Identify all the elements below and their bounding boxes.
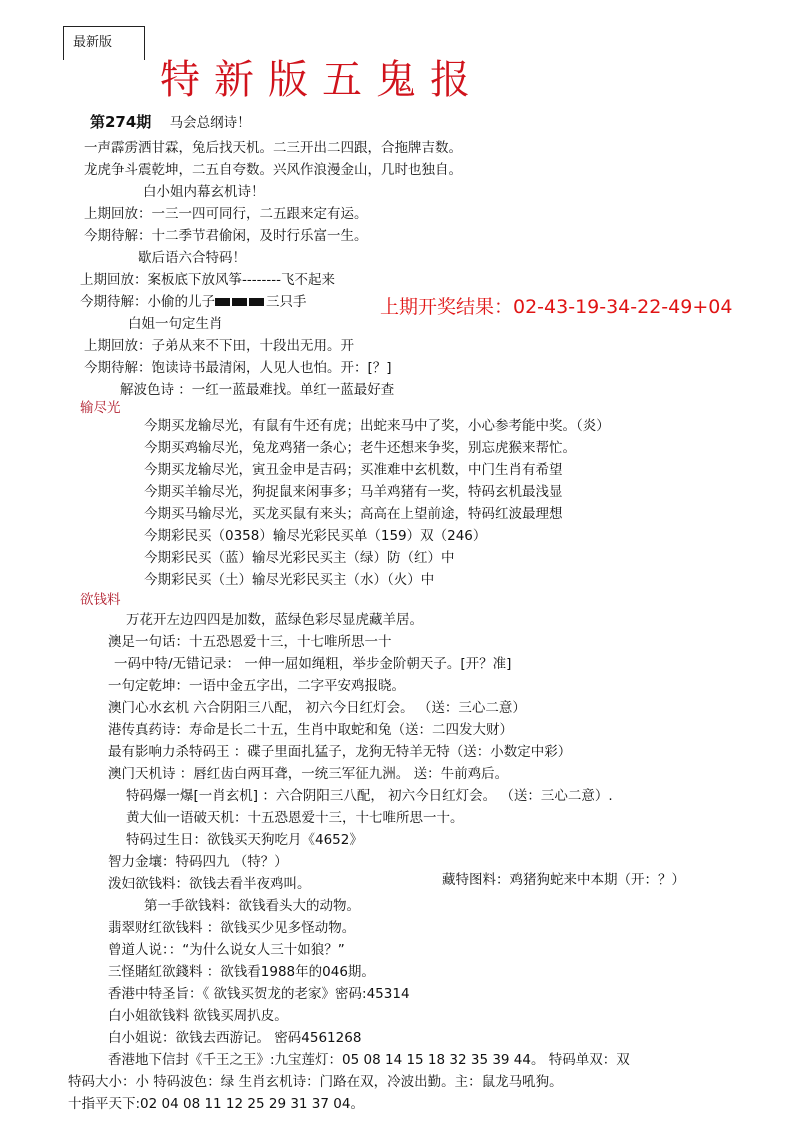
text-line: 龙虎争斗震乾坤，二五自夸数。兴风作浪漫金山，几时也独自。 xyxy=(84,162,462,178)
list-item: 今期买马输尽光，买龙买鼠有来头；高高在上望前途，特码红波最理想 xyxy=(144,506,563,522)
section-heading-shujinguang: 输尽光 xyxy=(80,400,121,416)
list-item: 万花开左边四四是加数，蓝绿色彩尽显虎藏羊居。 xyxy=(126,612,423,628)
list-item: 第一手欲钱料：欲钱看头大的动物。 xyxy=(144,898,360,914)
list-item: 白小姐欲钱料 欲钱买周扒皮。 xyxy=(108,1008,288,1024)
list-item: 今期彩民买（蓝）输尽光彩民买主（绿）防（红）中 xyxy=(144,550,455,566)
poem-title: 马会总纲诗！ xyxy=(169,115,251,131)
list-item: 特码爆一爆[一肖玄机] ：六合阴阳三八配， 初六今日红灯会。 （送：三心二意）. xyxy=(126,788,613,804)
text-line: 上期回放：一三一四可同行，二五跟来定有运。 xyxy=(84,206,368,222)
list-item: 特码过生日：欲钱买天狗吃月《4652》 xyxy=(126,832,363,848)
issue-header xyxy=(90,112,251,133)
list-item: 今期彩民买（土）输尽光彩民买主（水）（火）中 xyxy=(144,572,435,588)
hidden-code-note: 藏特图料：鸡猪狗蛇来中本期（开：？） xyxy=(442,872,685,888)
list-item: 港传真药诗：寿命是长二十五，生肖中取蛇和兔（送：二四发大财） xyxy=(108,722,513,738)
list-item: 澳门天机诗 ：唇红齿白两耳聋，一统三军征九洲。 送：牛前鸡后。 xyxy=(108,766,509,782)
text-line: 一声霹雳洒甘霖，兔后找天机。二三开出二四跟，合拖牌吉数。 xyxy=(84,140,462,156)
list-item: 澳足一句话：十五恐恩爱十三，十七唯所思一十 xyxy=(108,634,392,650)
list-item: 一码中特/无错记录： 一伸一屈如绳粗，举步金阶朝天子。[开？准] xyxy=(114,656,512,672)
text-line: 歇后语六合特码！ xyxy=(138,250,246,266)
list-item: 澳门心水玄机 六合阴阳三八配， 初六今日红灯会。 （送：三心二意） xyxy=(108,700,526,716)
list-item: 黄大仙一语破天机：十五恐恩爱十三，十七唯所思一十。 xyxy=(126,810,464,826)
list-item: 泼妇欲钱料：欲钱去看半夜鸡叫。 xyxy=(108,876,311,892)
list-item: 十指平天下:02 04 08 11 12 25 29 31 37 04。 xyxy=(68,1096,364,1112)
list-item: 香港地下信封《千王之王》:九宝莲灯：05 08 14 15 18 32 35 39 44。 特码单双：双 xyxy=(108,1052,630,1068)
list-item: 翡翠财红欲钱料 ：欲钱买少见多怪动物。 xyxy=(108,920,356,936)
list-item: 特码大小：小 特码波色：绿 生肖玄机诗：门路在双，冷波出勤。主：鼠龙马吼狗。 xyxy=(68,1074,563,1090)
page-title: 特新版五鬼报 xyxy=(160,57,484,103)
list-item: 白小姐说：欲钱去西游记。 密码4561268 xyxy=(108,1030,362,1046)
list-item: 一句定乾坤：一语中金五字出，二字平安鸡报晓。 xyxy=(108,678,405,694)
list-item: 最有影响力杀特码王 ：碟子里面扎猛子，龙狗无特羊无特（送：小数定中彩） xyxy=(108,744,572,760)
thief-riddle-suffix: 三只手 xyxy=(266,294,307,310)
list-item: 曾道人说：：“为什么说女人三十如狼？” xyxy=(108,942,345,958)
thief-riddle-prefix: 今期待解：小偷的儿子 xyxy=(80,294,215,310)
text-line: 上期回放：子弟从来不下田，十段出无用。开 xyxy=(84,338,354,354)
edition-badge xyxy=(63,26,145,60)
text-line: 今期待解：饱读诗书最清闲，人见人也怕。开：[？] xyxy=(84,360,392,376)
list-item: 今期彩民买（0358）输尽光彩民买单（159）双（246） xyxy=(144,528,487,544)
redacted-bars-icon xyxy=(215,292,266,312)
list-item: 香港中特圣旨：《 欲钱买贺龙的老家》密码:45314 xyxy=(108,986,410,1002)
list-item: 今期买鸡输尽光，兔龙鸡猪一条心；老牛还想来争奖，别忘虎猴来帮忙。 xyxy=(144,440,576,456)
last-draw-result: 上期开奖结果：02-43-19-34-22-49+04 xyxy=(380,296,733,318)
text-line: 今期待解：十二季节君偷闲，及时行乐富一生。 xyxy=(84,228,368,244)
list-item: 今期买龙输尽光，有鼠有牛还有虎；出蛇来马中了奖，小心参考能中奖。（炎） xyxy=(144,418,610,434)
list-item: 三怪賭紅欲錢料 ：欲钱看1988年的046期。 xyxy=(108,964,375,980)
text-line: 解波色诗 ：一红一蓝最难找。单红一蓝最好查 xyxy=(120,382,395,398)
text-line: 白姐一句定生肖 xyxy=(128,316,223,332)
list-item: 智力金壤：特码四九 （特？） xyxy=(108,854,288,870)
issue-number: 第274期 xyxy=(90,113,152,131)
thief-riddle-line xyxy=(80,292,307,312)
list-item: 今期买龙输尽光，寅丑金申是吉码；买准难中玄机数，中门生肖有希望 xyxy=(144,462,563,478)
text-line: 上期回放：案板底下放风筝--------飞不起来 xyxy=(80,272,335,288)
edition-badge-label: 最新版 xyxy=(73,35,113,50)
section-heading-yuqianliao: 欲钱料 xyxy=(80,592,121,608)
text-line: 白小姐内幕玄机诗！ xyxy=(143,184,265,200)
list-item: 今期买羊输尽光，狗捉鼠来闲事多；马羊鸡猪有一奖，特码玄机最浅显 xyxy=(144,484,563,500)
